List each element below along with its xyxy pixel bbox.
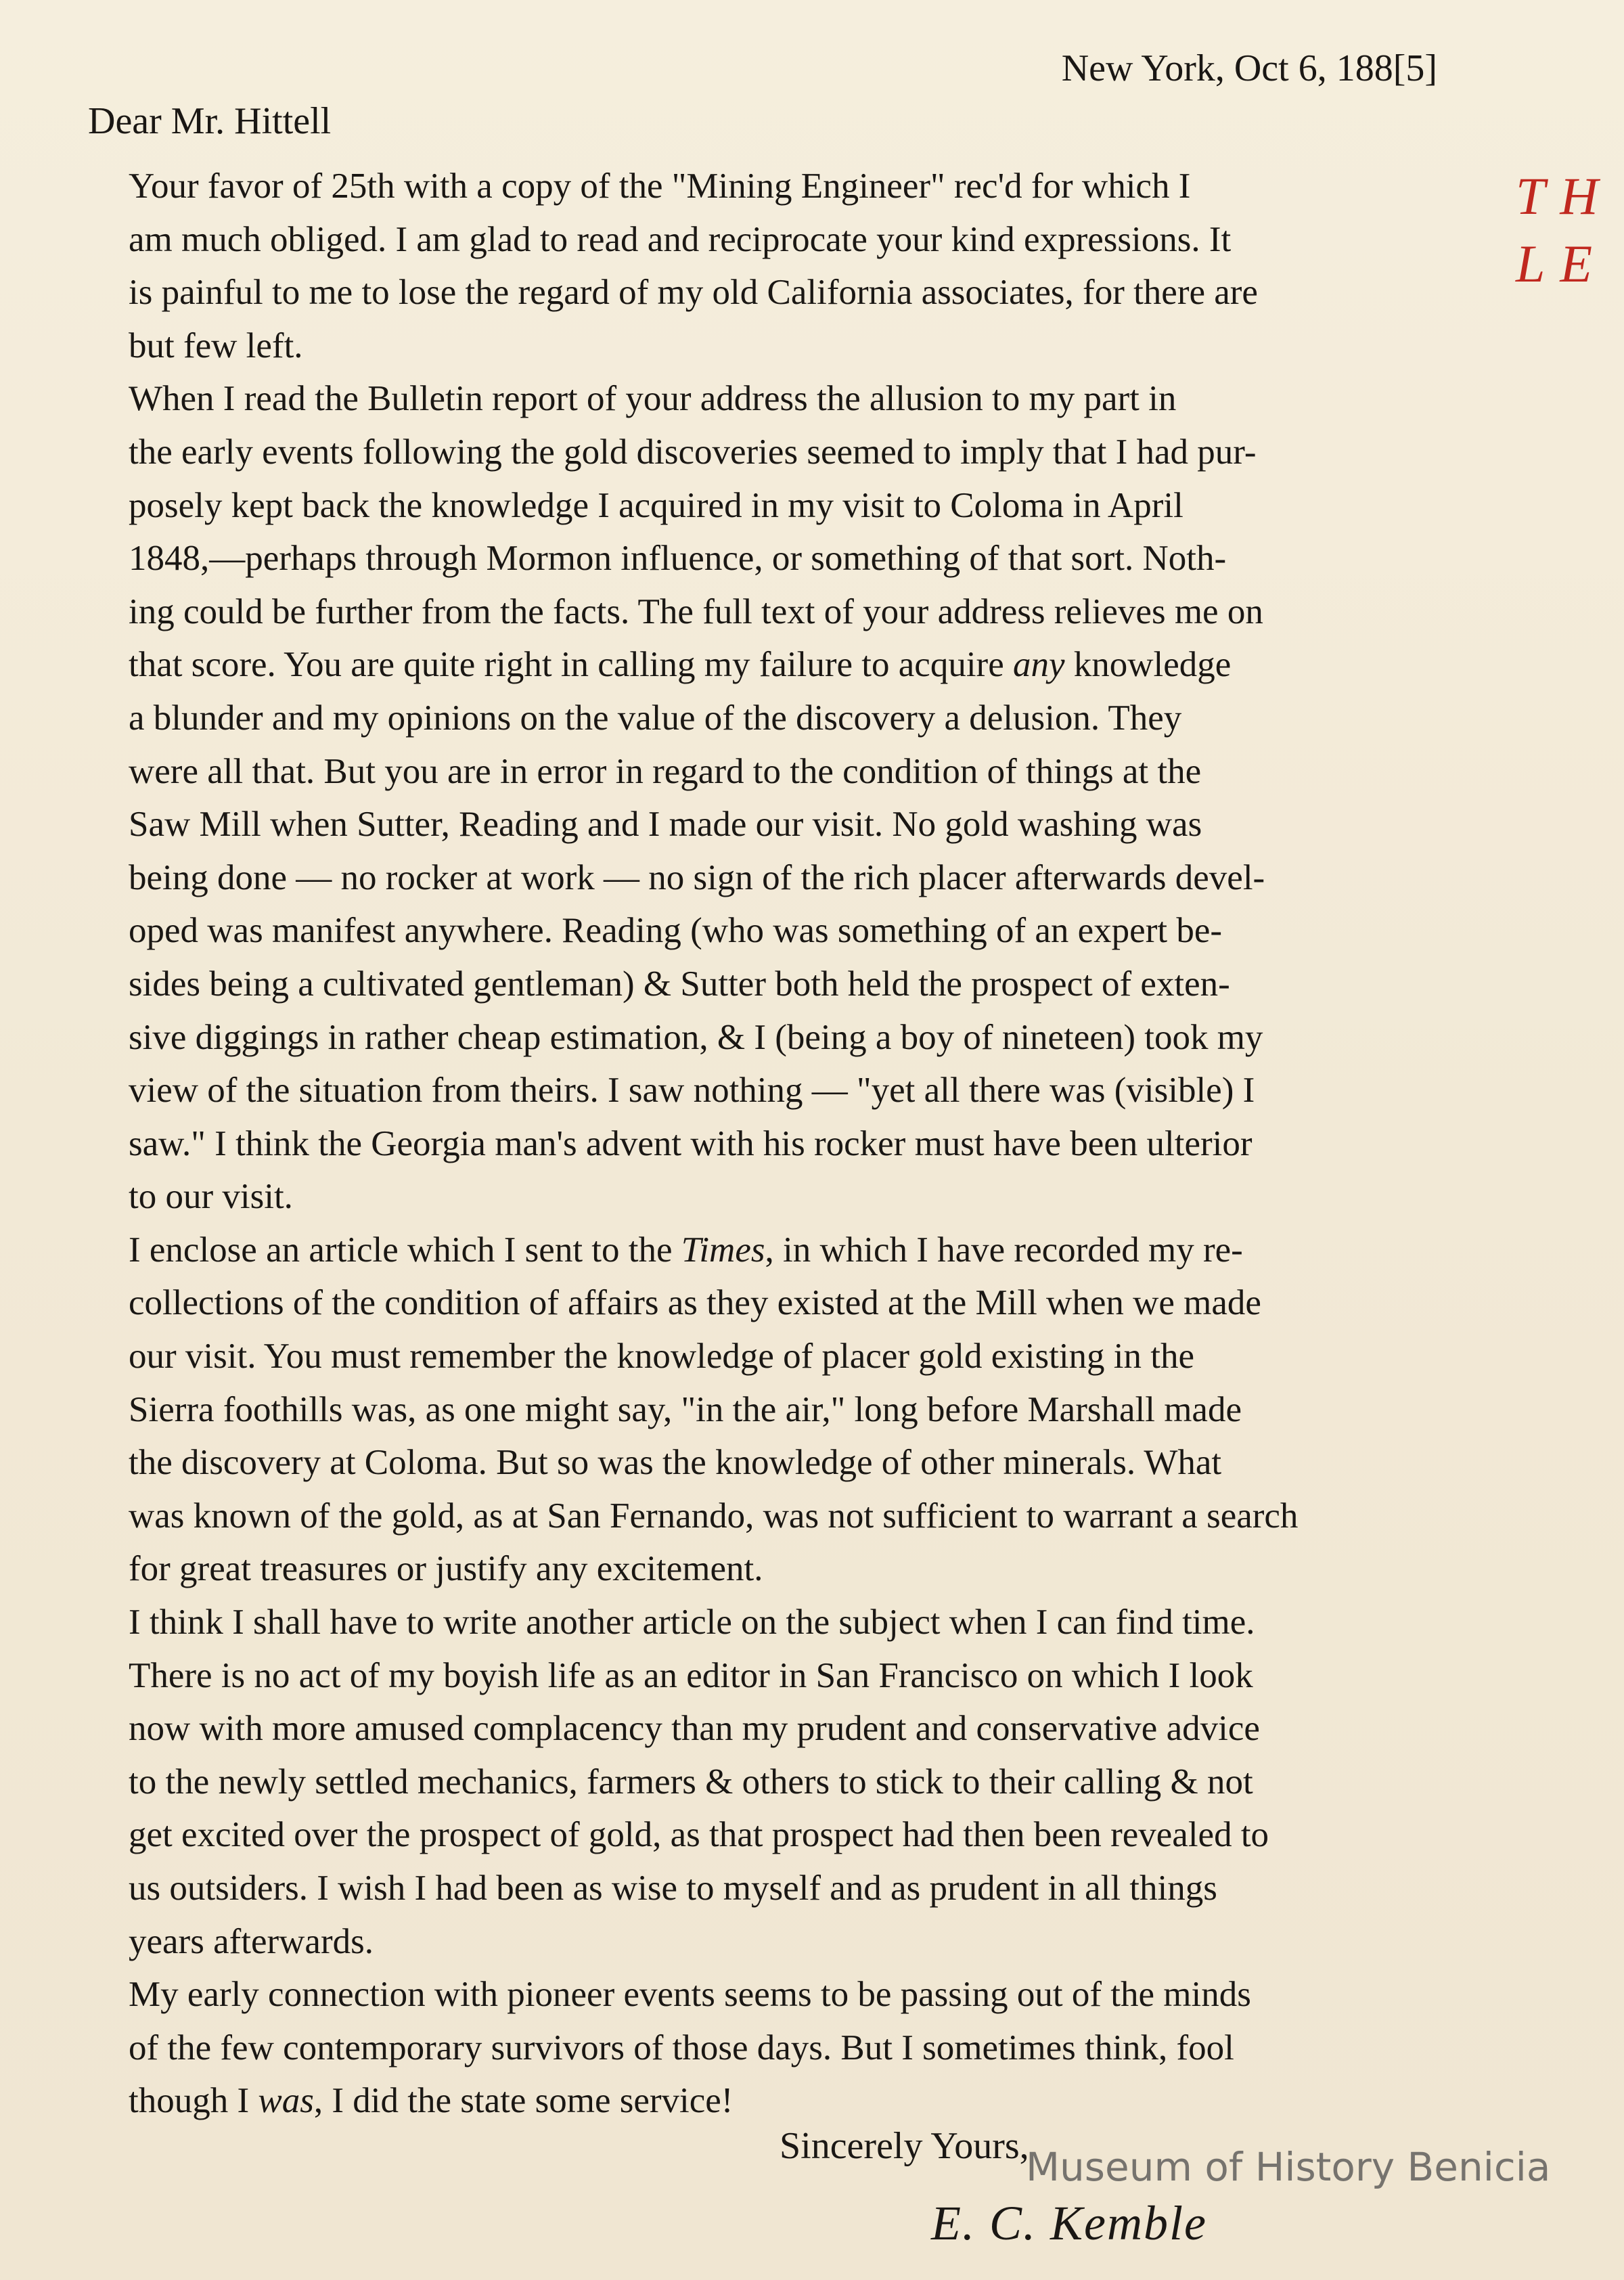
- margin-heading-line-1: TH: [1516, 166, 1613, 225]
- paragraph-3: [88, 1224, 1492, 1596]
- letter-body: [88, 160, 1492, 2128]
- salutation: Dear Mr. Hittell: [88, 100, 332, 142]
- signature: E. C. Kemble: [931, 2196, 1207, 2250]
- text-line: to the newly settled mechanics, farmers & others to stick to their calling & not: [129, 1762, 1253, 1802]
- text-line: years afterwards.: [129, 1921, 374, 1961]
- text-line: sive diggings in rather cheap estimation, & I (being a boy of nineteen) took my: [129, 1017, 1263, 1057]
- text-line: get excited over the prospect of gold, as that prospect had then been revealed to: [129, 1815, 1269, 1855]
- text-line: collections of the condition of affairs as they existed at the Mill when we made: [129, 1283, 1261, 1323]
- text-line: is painful to me to lose the regard of my old California associates, for there are: [129, 273, 1258, 313]
- text-line: am much obliged. I am glad to read and reciprocate your kind expressions. It: [129, 219, 1232, 259]
- dateline: New York, Oct 6, 188[5]: [1061, 47, 1437, 89]
- text-line: I enclose an article which I sent to the Times, in which I have recorded my re-: [129, 1230, 1243, 1270]
- text-line: that score. You are quite right in calling my failure to acquire any knowledge: [129, 645, 1232, 685]
- text-line: to our visit.: [129, 1177, 293, 1217]
- text-line: I think I shall have to write another article on the subject when I can find time.: [129, 1603, 1255, 1642]
- text-line: My early connection with pioneer events seems to be passing out of the minds: [129, 1975, 1251, 2015]
- text-line: for great treasures or justify any excitement.: [129, 1549, 763, 1589]
- text-line: ing could be further from the facts. The full text of your address relieves me on: [129, 591, 1263, 631]
- margin-heading-line-2: LE: [1516, 234, 1608, 293]
- text-line: Your favor of 25th with a copy of the "Mining Engineer" rec'd for which I: [129, 166, 1191, 206]
- text-line: a blunder and my opinions on the value of the discovery a delusion. They: [129, 698, 1182, 738]
- text-line: saw." I think the Georgia man's advent with his rocker must have been ulterior: [129, 1123, 1253, 1163]
- text-line: There is no act of my boyish life as an editor in San Francisco on which I look: [129, 1655, 1253, 1695]
- text-line: but few left.: [129, 326, 303, 365]
- text-line: was known of the gold, as at San Fernando, was not sufficient to warrant a search: [129, 1496, 1299, 1536]
- text-line: posely kept back the knowledge I acquired in my visit to Coloma in April: [129, 485, 1183, 525]
- text-line: were all that. But you are in error in regard to the condition of things at the: [129, 751, 1202, 791]
- text-line: view of the situation from theirs. I saw nothing — "yet all there was (visible) I: [129, 1071, 1255, 1111]
- text-line: of the few contemporary survivors of those days. But I sometimes think, fool: [129, 2028, 1234, 2067]
- text-line: the discovery at Coloma. But so was the knowledge of other minerals. What: [129, 1443, 1222, 1483]
- text-line: the early events following the gold discoveries seemed to imply that I had pur-: [129, 432, 1257, 472]
- text-line: Saw Mill when Sutter, Reading and I made our visit. No gold washing was: [129, 805, 1202, 845]
- text-line: oped was manifest anywhere. Reading (who was something of an expert be-: [129, 911, 1223, 951]
- paragraph-1: [88, 160, 1492, 372]
- text-line: though I was, I did the state some service!: [129, 2081, 734, 2121]
- margin-heading: [1516, 162, 1613, 298]
- text-line: now with more amused complacency than my prudent and conservative advice: [129, 1709, 1260, 1749]
- paragraph-2: [88, 372, 1492, 1224]
- watermark: Museum of History Benicia: [1026, 2144, 1551, 2190]
- text-line: When I read the Bulletin report of your address the allusion to my part in: [129, 379, 1177, 419]
- text-line: 1848,—perhaps through Mormon influence, or something of that sort. Noth-: [129, 539, 1227, 579]
- text-line: Sierra foothills was, as one might say, "in the air," long before Marshall made: [129, 1389, 1242, 1429]
- paragraph-5: [88, 1968, 1492, 2128]
- closing: Sincerely Yours,: [780, 2125, 1029, 2167]
- text-line: sides being a cultivated gentleman) & Sutter both held the prospect of exten-: [129, 964, 1230, 1004]
- paragraph-4: [88, 1596, 1492, 1968]
- text-line: being done — no rocker at work — no sign of the rich placer afterwards devel-: [129, 857, 1265, 897]
- text-line: our visit. You must remember the knowledge of placer gold existing in the: [129, 1337, 1195, 1377]
- text-line: us outsiders. I wish I had been as wise to myself and as prudent in all things: [129, 1869, 1217, 1908]
